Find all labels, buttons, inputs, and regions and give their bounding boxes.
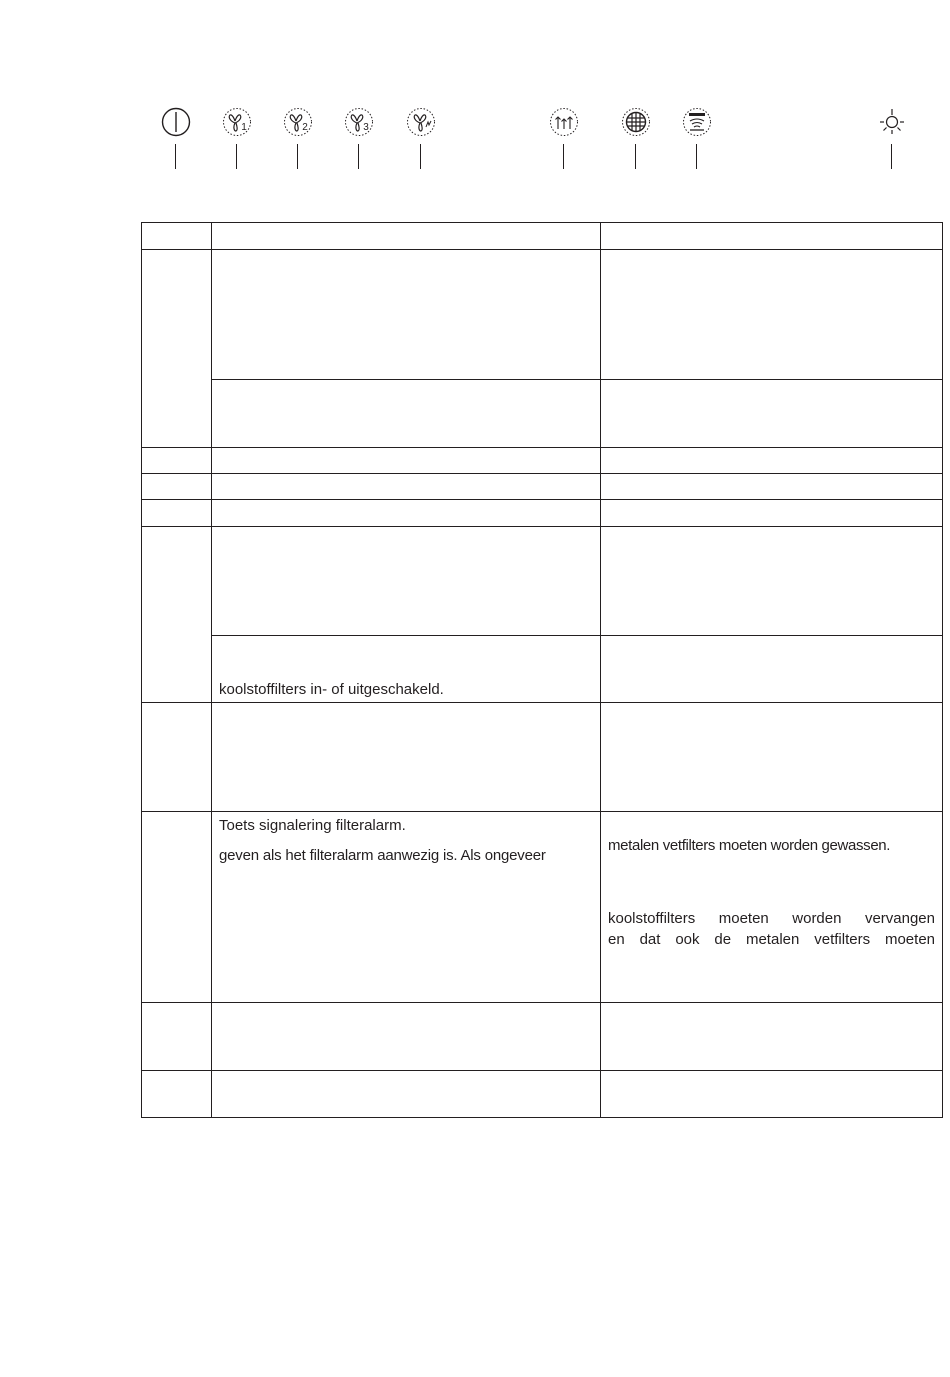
fan-speed-2-icon — [283, 107, 313, 137]
fan-speed-3-button — [344, 107, 374, 169]
speed-number: 3 — [363, 122, 369, 133]
power-icon — [161, 107, 191, 137]
table-row — [142, 1003, 943, 1071]
table-cell — [212, 1071, 601, 1118]
table-cell — [601, 1071, 943, 1118]
table-cell — [142, 250, 212, 448]
grease-filter-icon — [621, 107, 651, 137]
table-cell — [212, 380, 601, 448]
table-cell — [601, 527, 943, 636]
light-icon — [877, 107, 907, 137]
table-cell — [601, 250, 943, 380]
table-cell — [601, 474, 943, 500]
table-cell — [142, 1071, 212, 1118]
table-cell — [212, 223, 601, 250]
table-row — [142, 448, 943, 474]
carbon-filter-note-line2: en dat ook de metalen vetfilters moeten — [608, 931, 935, 948]
table-cell — [212, 474, 601, 500]
speed-number: 2 — [302, 122, 308, 133]
grease-filter-note: metalen vetfilters moeten worden gewassen. — [608, 837, 891, 854]
table-row — [142, 500, 943, 527]
fan-speed-1-icon — [222, 107, 252, 137]
indicator-line — [563, 144, 564, 169]
carbon-filter-toggle-text: koolstoffilters in- of uitgeschakeld. — [219, 681, 444, 698]
indicator-line — [696, 144, 697, 169]
indicator-line — [175, 144, 176, 169]
table-cell — [212, 527, 601, 636]
carbon-filter-icon — [682, 107, 712, 137]
table-row — [142, 636, 943, 703]
filter-alarm-title: Toets signalering filteralarm. — [219, 817, 406, 834]
grease-filter-button — [621, 107, 651, 169]
control-description-table — [141, 222, 943, 1118]
table-cell — [601, 500, 943, 527]
indicator-line — [891, 144, 892, 169]
table-cell — [601, 703, 943, 812]
control-panel-diagram — [0, 0, 950, 190]
table-cell — [601, 812, 943, 1003]
table-row — [142, 1071, 943, 1118]
table-cell — [601, 380, 943, 448]
table-cell — [601, 223, 943, 250]
table-cell — [142, 223, 212, 250]
table-cell — [142, 1003, 212, 1071]
table-cell — [212, 812, 601, 1003]
indicator-line — [297, 144, 298, 169]
table-cell — [601, 1003, 943, 1071]
delay-off-icon — [549, 107, 579, 137]
fan-intensive-button — [406, 107, 436, 169]
table-cell — [212, 703, 601, 812]
table-cell — [212, 250, 601, 380]
table-cell — [212, 448, 601, 474]
table-row — [142, 527, 943, 636]
indicator-line — [420, 144, 421, 169]
fan-speed-1-button — [222, 107, 252, 169]
fan-intensive-icon — [406, 107, 436, 137]
fan-speed-3-icon — [344, 107, 374, 137]
light-button — [877, 107, 907, 169]
table-cell — [212, 636, 601, 703]
indicator-line — [635, 144, 636, 169]
table-row — [142, 380, 943, 448]
indicator-line — [358, 144, 359, 169]
speed-number: 1 — [241, 122, 247, 133]
table-row — [142, 703, 943, 812]
table-cell — [142, 500, 212, 527]
table-row — [142, 250, 943, 380]
power-button — [161, 107, 191, 169]
delay-off-button — [549, 107, 579, 169]
indicator-line — [236, 144, 237, 169]
table-cell — [601, 448, 943, 474]
carbon-filter-button — [682, 107, 712, 169]
table-row — [142, 812, 943, 1003]
table-cell — [212, 500, 601, 527]
table-cell — [142, 703, 212, 812]
table-cell — [142, 474, 212, 500]
table-cell — [142, 448, 212, 474]
table-cell — [142, 812, 212, 1003]
table-cell — [601, 636, 943, 703]
fan-speed-2-button — [283, 107, 313, 169]
carbon-filter-note-line1: koolstoffilters moeten worden vervangen — [608, 910, 935, 927]
filter-alarm-description: geven als het filteralarm aanwezig is. Als ongeveer — [219, 847, 546, 864]
table-row — [142, 474, 943, 500]
table-cell — [212, 1003, 601, 1071]
table-cell — [142, 527, 212, 703]
table-header-row — [142, 223, 943, 250]
